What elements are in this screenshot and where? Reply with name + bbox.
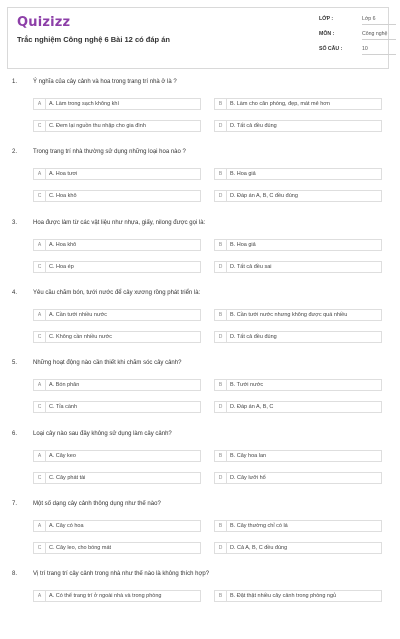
- question-2: [0, 149, 400, 217]
- option-letter: B: [215, 451, 227, 461]
- option-letter: D: [215, 262, 227, 272]
- option-text: B. Hoa giả: [230, 171, 256, 178]
- question-5: [0, 360, 400, 428]
- option-letter: A: [34, 380, 46, 390]
- meta-underline: [362, 54, 396, 55]
- option-letter: D: [215, 191, 227, 201]
- answer-option-a[interactable]: [33, 239, 201, 251]
- option-letter: C: [34, 121, 46, 131]
- option-text: A. Cây keo: [49, 452, 76, 459]
- option-text: A. Hoa tươi: [49, 171, 78, 178]
- question-text: Một số dạng cây cảnh thông dụng như thế nào?: [33, 500, 161, 507]
- option-letter: B: [215, 591, 227, 601]
- answer-option-c[interactable]: [33, 261, 201, 273]
- option-letter: C: [34, 473, 46, 483]
- option-text: D. Tất cả đều sai: [230, 263, 272, 270]
- option-letter: C: [34, 332, 46, 342]
- question-3: [0, 220, 400, 288]
- answer-option-a[interactable]: [33, 98, 201, 110]
- answer-option-c[interactable]: [33, 542, 201, 554]
- option-letter: B: [215, 521, 227, 531]
- option-text: C. Không cần nhiều nước: [49, 333, 112, 340]
- option-text: D. Đáp án A, B, C: [230, 404, 274, 411]
- answer-option-b[interactable]: [214, 379, 382, 391]
- answer-option-b[interactable]: [214, 309, 382, 321]
- option-letter: A: [34, 521, 46, 531]
- answer-option-c[interactable]: [33, 190, 201, 202]
- question-number: 5.: [12, 360, 18, 367]
- option-text: B. Cây hoa lan: [230, 452, 267, 459]
- question-number: 4.: [12, 289, 18, 296]
- meta-label: SỐ CÂU :: [319, 46, 343, 52]
- meta-value: 10: [362, 46, 368, 52]
- question-7: [0, 501, 400, 569]
- option-letter: A: [34, 591, 46, 601]
- question-text: Hoa được làm từ các vật liệu như nhựa, giấy, nilong được gọi là:: [33, 219, 206, 226]
- quizizz-logo: Quizizz: [17, 15, 71, 30]
- option-letter: D: [215, 121, 227, 131]
- answer-option-a[interactable]: [33, 168, 201, 180]
- option-text: C. Hoa khô: [49, 193, 77, 200]
- answer-option-d[interactable]: [214, 401, 382, 413]
- answer-option-b[interactable]: [214, 98, 382, 110]
- answer-option-c[interactable]: [33, 401, 201, 413]
- option-text: C. Hoa ép: [49, 263, 74, 270]
- answer-option-c[interactable]: [33, 120, 201, 132]
- question-number: 2.: [12, 149, 18, 156]
- answer-option-c[interactable]: [33, 331, 201, 343]
- question-text: Loại cây nào sau đây không sử dụng làm cây cảnh?: [33, 430, 172, 437]
- option-letter: C: [34, 402, 46, 412]
- question-number: 1.: [12, 79, 18, 85]
- option-text: C. Đem lại nguồn thu nhập cho gia đình: [49, 123, 146, 129]
- option-text: D. Tất cả đều đúng: [230, 123, 277, 129]
- answer-option-b[interactable]: [214, 239, 382, 251]
- question-4: [0, 290, 400, 358]
- answer-option-d[interactable]: [214, 190, 382, 202]
- option-text: C. Cây phát tài: [49, 474, 86, 481]
- option-text: B. Hoa giả: [230, 241, 256, 248]
- option-letter: B: [215, 169, 227, 179]
- option-letter: C: [34, 191, 46, 201]
- meta-value: Lớp 6: [362, 16, 376, 22]
- question-text: Trong trang trí nhà thường sử dụng những loại hoa nào ?: [33, 149, 186, 156]
- option-letter: C: [34, 262, 46, 272]
- option-letter: D: [215, 473, 227, 483]
- option-text: D. Tất cả đều đúng: [230, 333, 277, 340]
- option-letter: B: [215, 99, 227, 109]
- meta-value: Công nghệ: [362, 31, 388, 37]
- worksheet-title: Trắc nghiệm Công nghệ 6 Bài 12 có đáp án: [17, 35, 170, 44]
- option-letter: A: [34, 451, 46, 461]
- answer-option-b[interactable]: [214, 450, 382, 462]
- option-text: B. Cần tưới nước nhưng không được quá nhiều: [230, 311, 348, 318]
- meta-label: MÔN :: [319, 31, 335, 37]
- question-number: 8.: [12, 571, 18, 578]
- question-number: 6.: [12, 430, 18, 437]
- option-text: B. Làm cho căn phòng, đẹp, mát mẻ hơn: [230, 101, 330, 107]
- answer-option-b[interactable]: [214, 590, 382, 602]
- option-text: A. Làm trong sạch không khí: [49, 101, 120, 107]
- question-text: Ý nghĩa của cây cảnh và hoa trong trang trí nhà ở là ?: [33, 79, 177, 85]
- question-text: Vị trí trang trí cây cảnh trong nhà như thế nào là không thích hợp?: [33, 571, 210, 578]
- question-text: Yêu cầu chăm bón, tưới nước để cây xương rồng phát triển là:: [33, 289, 201, 296]
- answer-option-c[interactable]: [33, 472, 201, 484]
- option-text: D. Đáp án A, B, C đều đúng: [230, 193, 298, 200]
- option-letter: A: [34, 240, 46, 250]
- question-number: 3.: [12, 219, 18, 226]
- answer-option-a[interactable]: [33, 520, 201, 532]
- answer-option-a[interactable]: [33, 590, 201, 602]
- option-text: C. Cây leo, cho bóng mát: [49, 544, 112, 551]
- question-8: [0, 571, 400, 639]
- question-number: 7.: [12, 500, 18, 507]
- answer-option-a[interactable]: [33, 379, 201, 391]
- option-letter: A: [34, 99, 46, 109]
- option-letter: A: [34, 169, 46, 179]
- option-text: A. Cần tưới nhiều nước: [49, 311, 107, 318]
- question-1: [0, 79, 400, 147]
- option-text: D. Cả A, B, C đều đúng: [230, 544, 288, 551]
- option-text: A. Có thể trang trí ở ngoài nhà và trong phòng: [49, 593, 162, 600]
- answer-option-b[interactable]: [214, 520, 382, 532]
- question-6: [0, 431, 400, 499]
- meta-label: LỚP :: [319, 16, 334, 22]
- option-letter: B: [215, 380, 227, 390]
- option-letter: C: [34, 543, 46, 553]
- option-letter: D: [215, 543, 227, 553]
- option-letter: D: [215, 402, 227, 412]
- answer-option-b[interactable]: [214, 168, 382, 180]
- answer-option-d[interactable]: [214, 331, 382, 343]
- option-letter: B: [215, 240, 227, 250]
- option-text: C. Tỉa cành: [49, 404, 78, 411]
- option-text: A. Hoa khô: [49, 241, 77, 248]
- option-text: B. Cây thường chỉ có lá: [230, 522, 288, 529]
- meta-underline: [362, 39, 396, 40]
- answer-option-a[interactable]: [33, 309, 201, 321]
- option-text: B. Đặt thật nhiều cây cảnh trong phòng ngủ: [230, 593, 337, 600]
- answer-option-a[interactable]: [33, 450, 201, 462]
- option-text: D. Cây lưỡi hổ: [230, 474, 266, 481]
- option-letter: D: [215, 332, 227, 342]
- answer-option-d[interactable]: [214, 542, 382, 554]
- option-text: A. Cây có hoa: [49, 522, 84, 529]
- answer-option-d[interactable]: [214, 472, 382, 484]
- answer-option-d[interactable]: [214, 261, 382, 273]
- meta-underline: [362, 24, 396, 25]
- option-letter: A: [34, 310, 46, 320]
- worksheet-header: [7, 7, 389, 69]
- question-text: Những hoạt động nào cần thiết khi chăm sóc cây cảnh?: [33, 360, 182, 367]
- option-letter: B: [215, 310, 227, 320]
- option-text: A. Bón phân: [49, 382, 80, 389]
- option-text: B. Tưới nước: [230, 382, 264, 389]
- answer-option-d[interactable]: [214, 120, 382, 132]
